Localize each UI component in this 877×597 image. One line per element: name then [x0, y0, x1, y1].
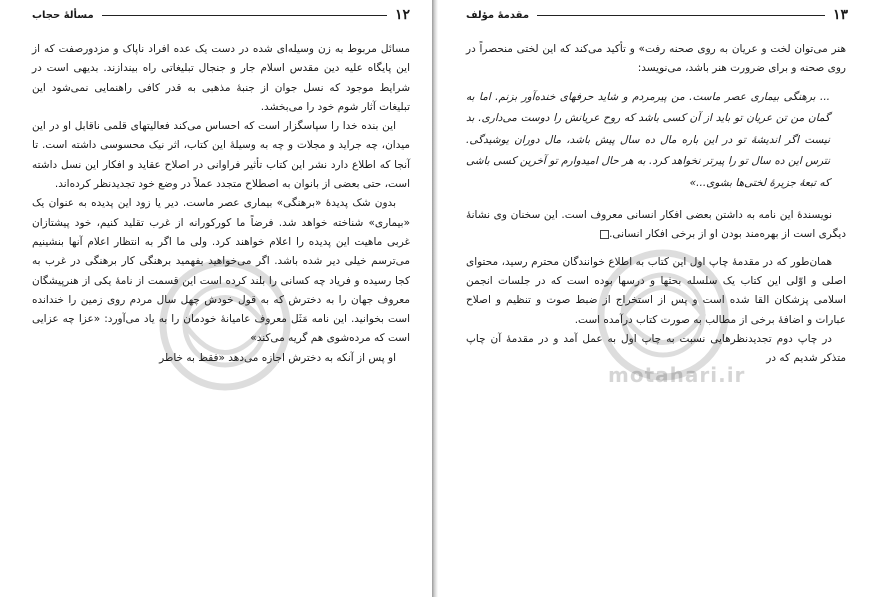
paragraph-text: نویسندهٔ این نامه به داشتن بعضی افکار انسانی معروف است. این سخنان وی نشانهٔ دیگری است از بهره‌مند بودن او از برخی افکار انسانی. [466, 209, 846, 241]
page-number: ۱۳ [832, 7, 848, 23]
quote-text: ... برهنگی بیماری عصر ماست. من پیرمردم و شاید حرفهای خنده‌آور بزنم. اما به گمان من تن عریان تو باید از آن کسی باشد که روح عریانش را دوست می‌داری. بد نیست اگر اندیشهٔ تو در این باره مال ده سال پیش باشد، مال دوران یوشیدگی. نترس این ده سال تو را پیرتر نخواهد کرد. به هر حال امیدوارم تو آخرین کسی باشی که تبعهٔ جزیرهٔ لختی‌ها بشوی...» [466, 90, 830, 189]
page-header [32, 6, 410, 24]
header-rule [537, 15, 825, 16]
right-page [438, 0, 877, 597]
page-number: ۱۲ [394, 7, 410, 23]
paragraph: بدون شک پدیدهٔ «برهنگی» بیماری عصر ماست. دیر یا زود این پدیده به عنوان یک «بیماری» شناخته خواهد شد. فرضاً ما کورکورانه از غرب تقلید کنیم، خود پیشتازان غربی ماهیت این پدیده را اعلام خواهند کرد. ولی ما اگر به انتظار اعلام آنها بنشینیم می‌ترسم خیلی دیر شده باشد. اگر می‌خواهید بفهمید برهنگی کار برهنگی در غرب به کجا رسیده و فریاد چه کسانی را بلند کرده است این قسمت از نامهٔ یکی از هنرپیشگان معروف جهان را به دخترش که به قول خودش چهل سال مردم روی زمین را خندانده است بخوانید. این نامه مَثَل معروف عامیانهٔ خودمان را به یاد می‌آورد: «عزا چه عزایی است که مرده‌شوی هم گریه می‌کند» [32, 197, 410, 345]
page-header [466, 6, 848, 24]
paragraph-gap [466, 245, 846, 253]
left-page [0, 0, 432, 597]
page-body [466, 40, 846, 368]
paragraph: او پس از آنکه به دخترش اجازه می‌دهد «فقط به خاطر [159, 351, 396, 364]
section-end-icon [600, 230, 609, 239]
watermark-text: motahari.ir [608, 363, 746, 387]
paragraph [466, 206, 846, 245]
paragraph: مسائل مربوط به زن وسیله‌ای شده در دست یک عده افراد ناپاک و مزدورصفت که از این پایگاه علیه دین مقدس اسلام جار و جنجال تبلیغاتی راه بیندازند. بدیهی است در شرایط موجود که نسل جوان از جنبهٔ مذهبی به قدر کافی راهنمایی نمی‌شود این تبلیغات آثار شوم خود را می‌بخشد. [32, 43, 410, 113]
page-body [32, 40, 410, 368]
running-title: مسألهٔ حجاب [32, 9, 94, 21]
paragraph: در چاپ دوم تجدیدنظرهایی نسبت به چاپ اول به عمل آمد و در مقدمهٔ آن چاپ متذکر شدیم که در [466, 332, 846, 365]
paragraph: هنر می‌توان لخت و عریان به روی صحنه رفت» و تأکید می‌کند که این لختی منحصراً در روی صحنه و برای ضرورت هنر باشد، می‌نویسد: [466, 43, 846, 75]
paragraph: همان‌طور که در مقدمهٔ چاپ اول این کتاب به اطلاع خوانندگان محترم رسید، محتوای اصلی و اوّلی این کتاب یک سلسله بحثها و درسها بوده است که در جلسات انجمن اسلامی پزشکان القا شده است و پس از استخراج از ضبط صوت و تنظیم و اصلاح عبارات و اضافهٔ برخی از مطالب به صورت کتاب درآمده است. [466, 255, 846, 326]
letter-quote [466, 87, 830, 195]
header-rule [102, 15, 387, 16]
paragraph: این بنده خدا را سپاسگزار است که احساس می‌کند فعالیتهای قلمی ناقابل او در این میدان، چه جراید و مجلات و چه به وسیلهٔ این کتاب، اثر نیک محسوسی داشته است. تا آنجا که اطلاع دارد نشر این کتاب تأثیر فراوانی در اصلاح عقاید و افکار این نسل داشته است، حتی بعضی از بانوان به اصطلاح متجدد عملاً در وضع خود تجدیدنظر کرده‌اند. [32, 120, 410, 191]
running-title: مقدمهٔ مؤلف [466, 9, 530, 21]
